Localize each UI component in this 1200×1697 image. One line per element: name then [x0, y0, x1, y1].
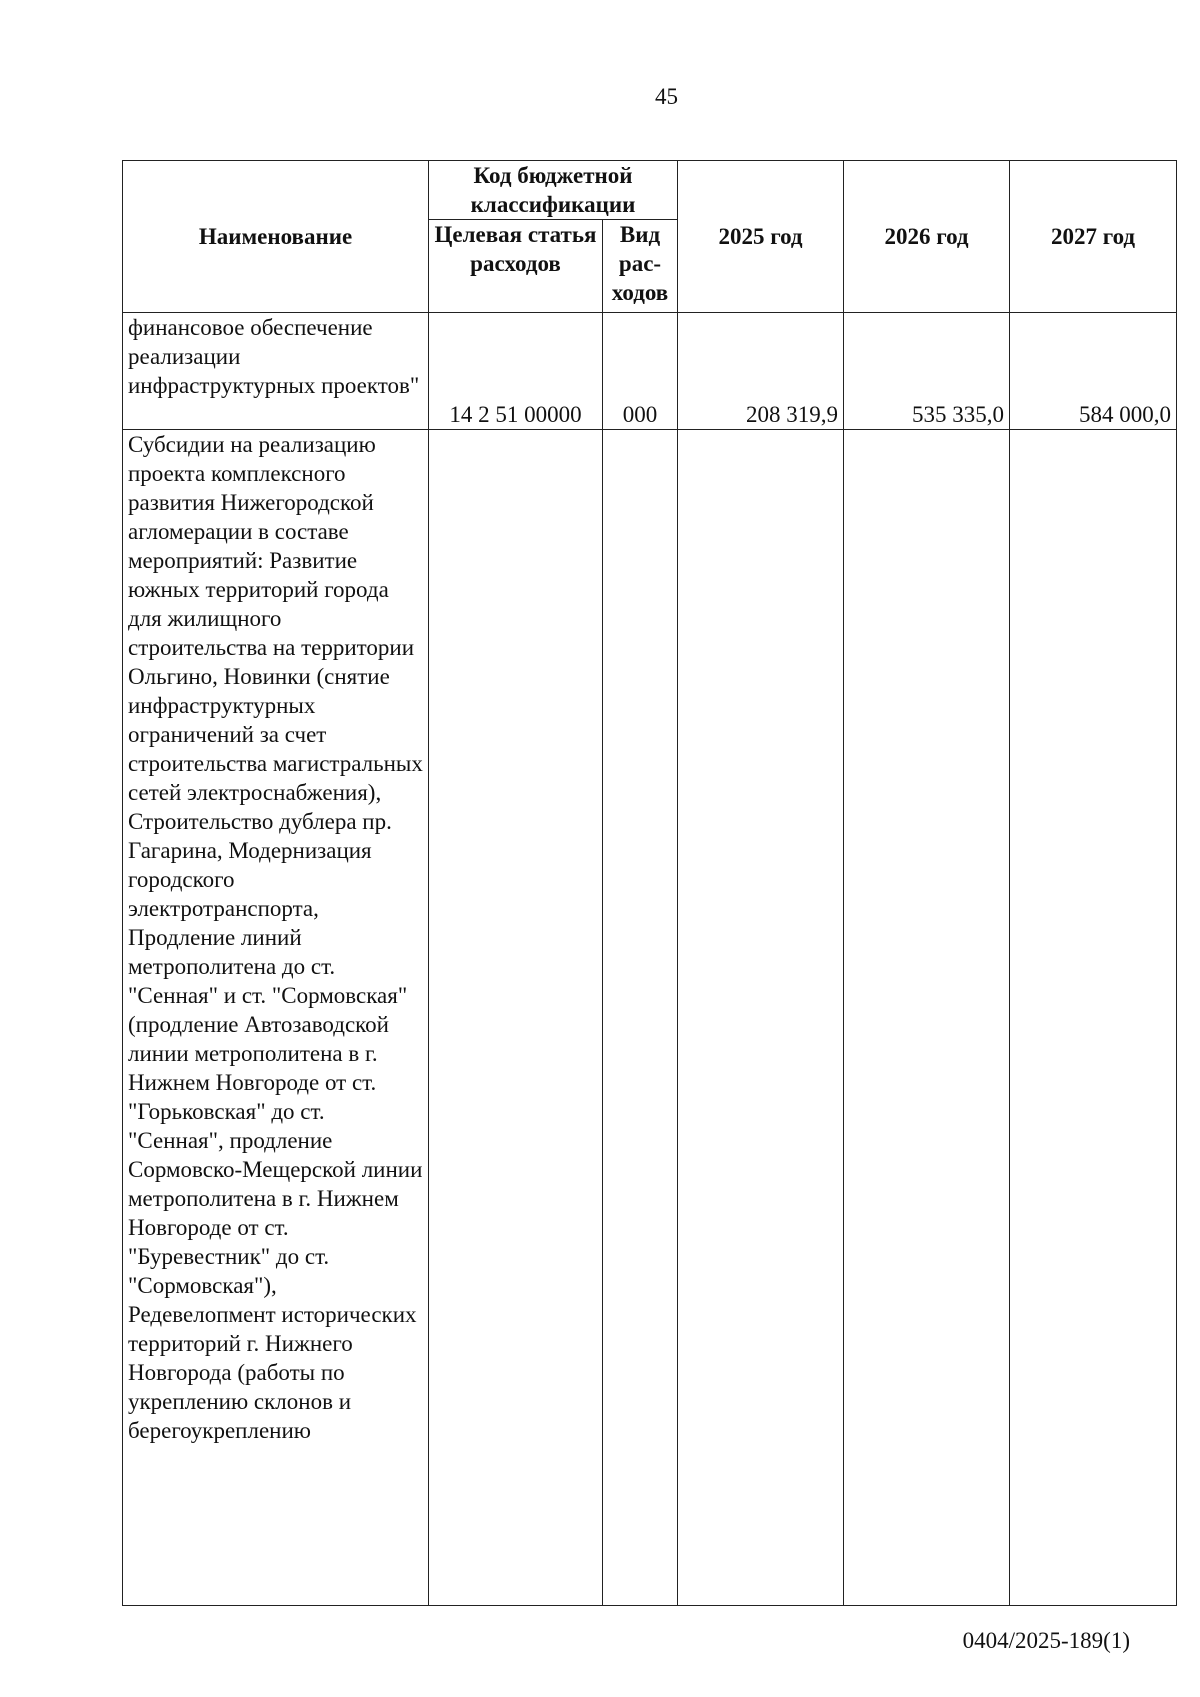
document-code: 0404/2025-189(1) — [962, 1628, 1130, 1653]
header-code-group: Код бюджетной классификации — [429, 161, 678, 220]
header-kind: Вид рас-ходов — [603, 220, 678, 313]
row-2027: 584 000,0 — [1010, 313, 1177, 430]
row-2025 — [678, 430, 844, 1606]
table-row — [123, 430, 1177, 1606]
header-2027: 2027 год — [1010, 161, 1177, 313]
page-number: 45 — [655, 84, 678, 109]
row-2026: 535 335,0 — [844, 313, 1010, 430]
row-2026 — [844, 430, 1010, 1606]
header-target: Целевая статья расходов — [429, 220, 603, 313]
header-2025: 2025 год — [678, 161, 844, 313]
header-name: Наименование — [123, 161, 429, 313]
budget-table — [122, 160, 1177, 1606]
header-2026: 2026 год — [844, 161, 1010, 313]
row-kind: 000 — [603, 313, 678, 430]
row-2027 — [1010, 430, 1177, 1606]
row-kind — [603, 430, 678, 1606]
row-target: 14 2 51 00000 — [429, 313, 603, 430]
row-target — [429, 430, 603, 1606]
row-name: Субсидии на реализацию проекта комплексного развития Нижегородской агломерации в составе мероприятий: Развитие южных территорий города для жилищного строительства на территории Ольгино, Новинки (снятие инфраструктурных ограничений за счет строительства магистральных сетей электроснабжения), Строительство дублера пр. Гагарина, Модернизация городского электротранспорта, Продление линий метрополитена до ст. "Сенная" и ст. "Сормовская" (продление Автозаводской линии метрополитена в г. Нижнем Новгороде от ст. "Горьковская" до ст. "Сенная", продление Сормовско-Мещерской линии метрополитена в г. Нижнем Новгороде от ст. "Буревестник" до ст. "Сормовская"), Редевелопмент исторических территорий г. Нижнего Новгорода (работы по укреплению склонов и берегоукреплению — [123, 430, 429, 1606]
table-row — [123, 313, 1177, 430]
row-2025: 208 319,9 — [678, 313, 844, 430]
row-name: финансовое обеспечение реализации инфраструктурных проектов" — [123, 313, 429, 430]
